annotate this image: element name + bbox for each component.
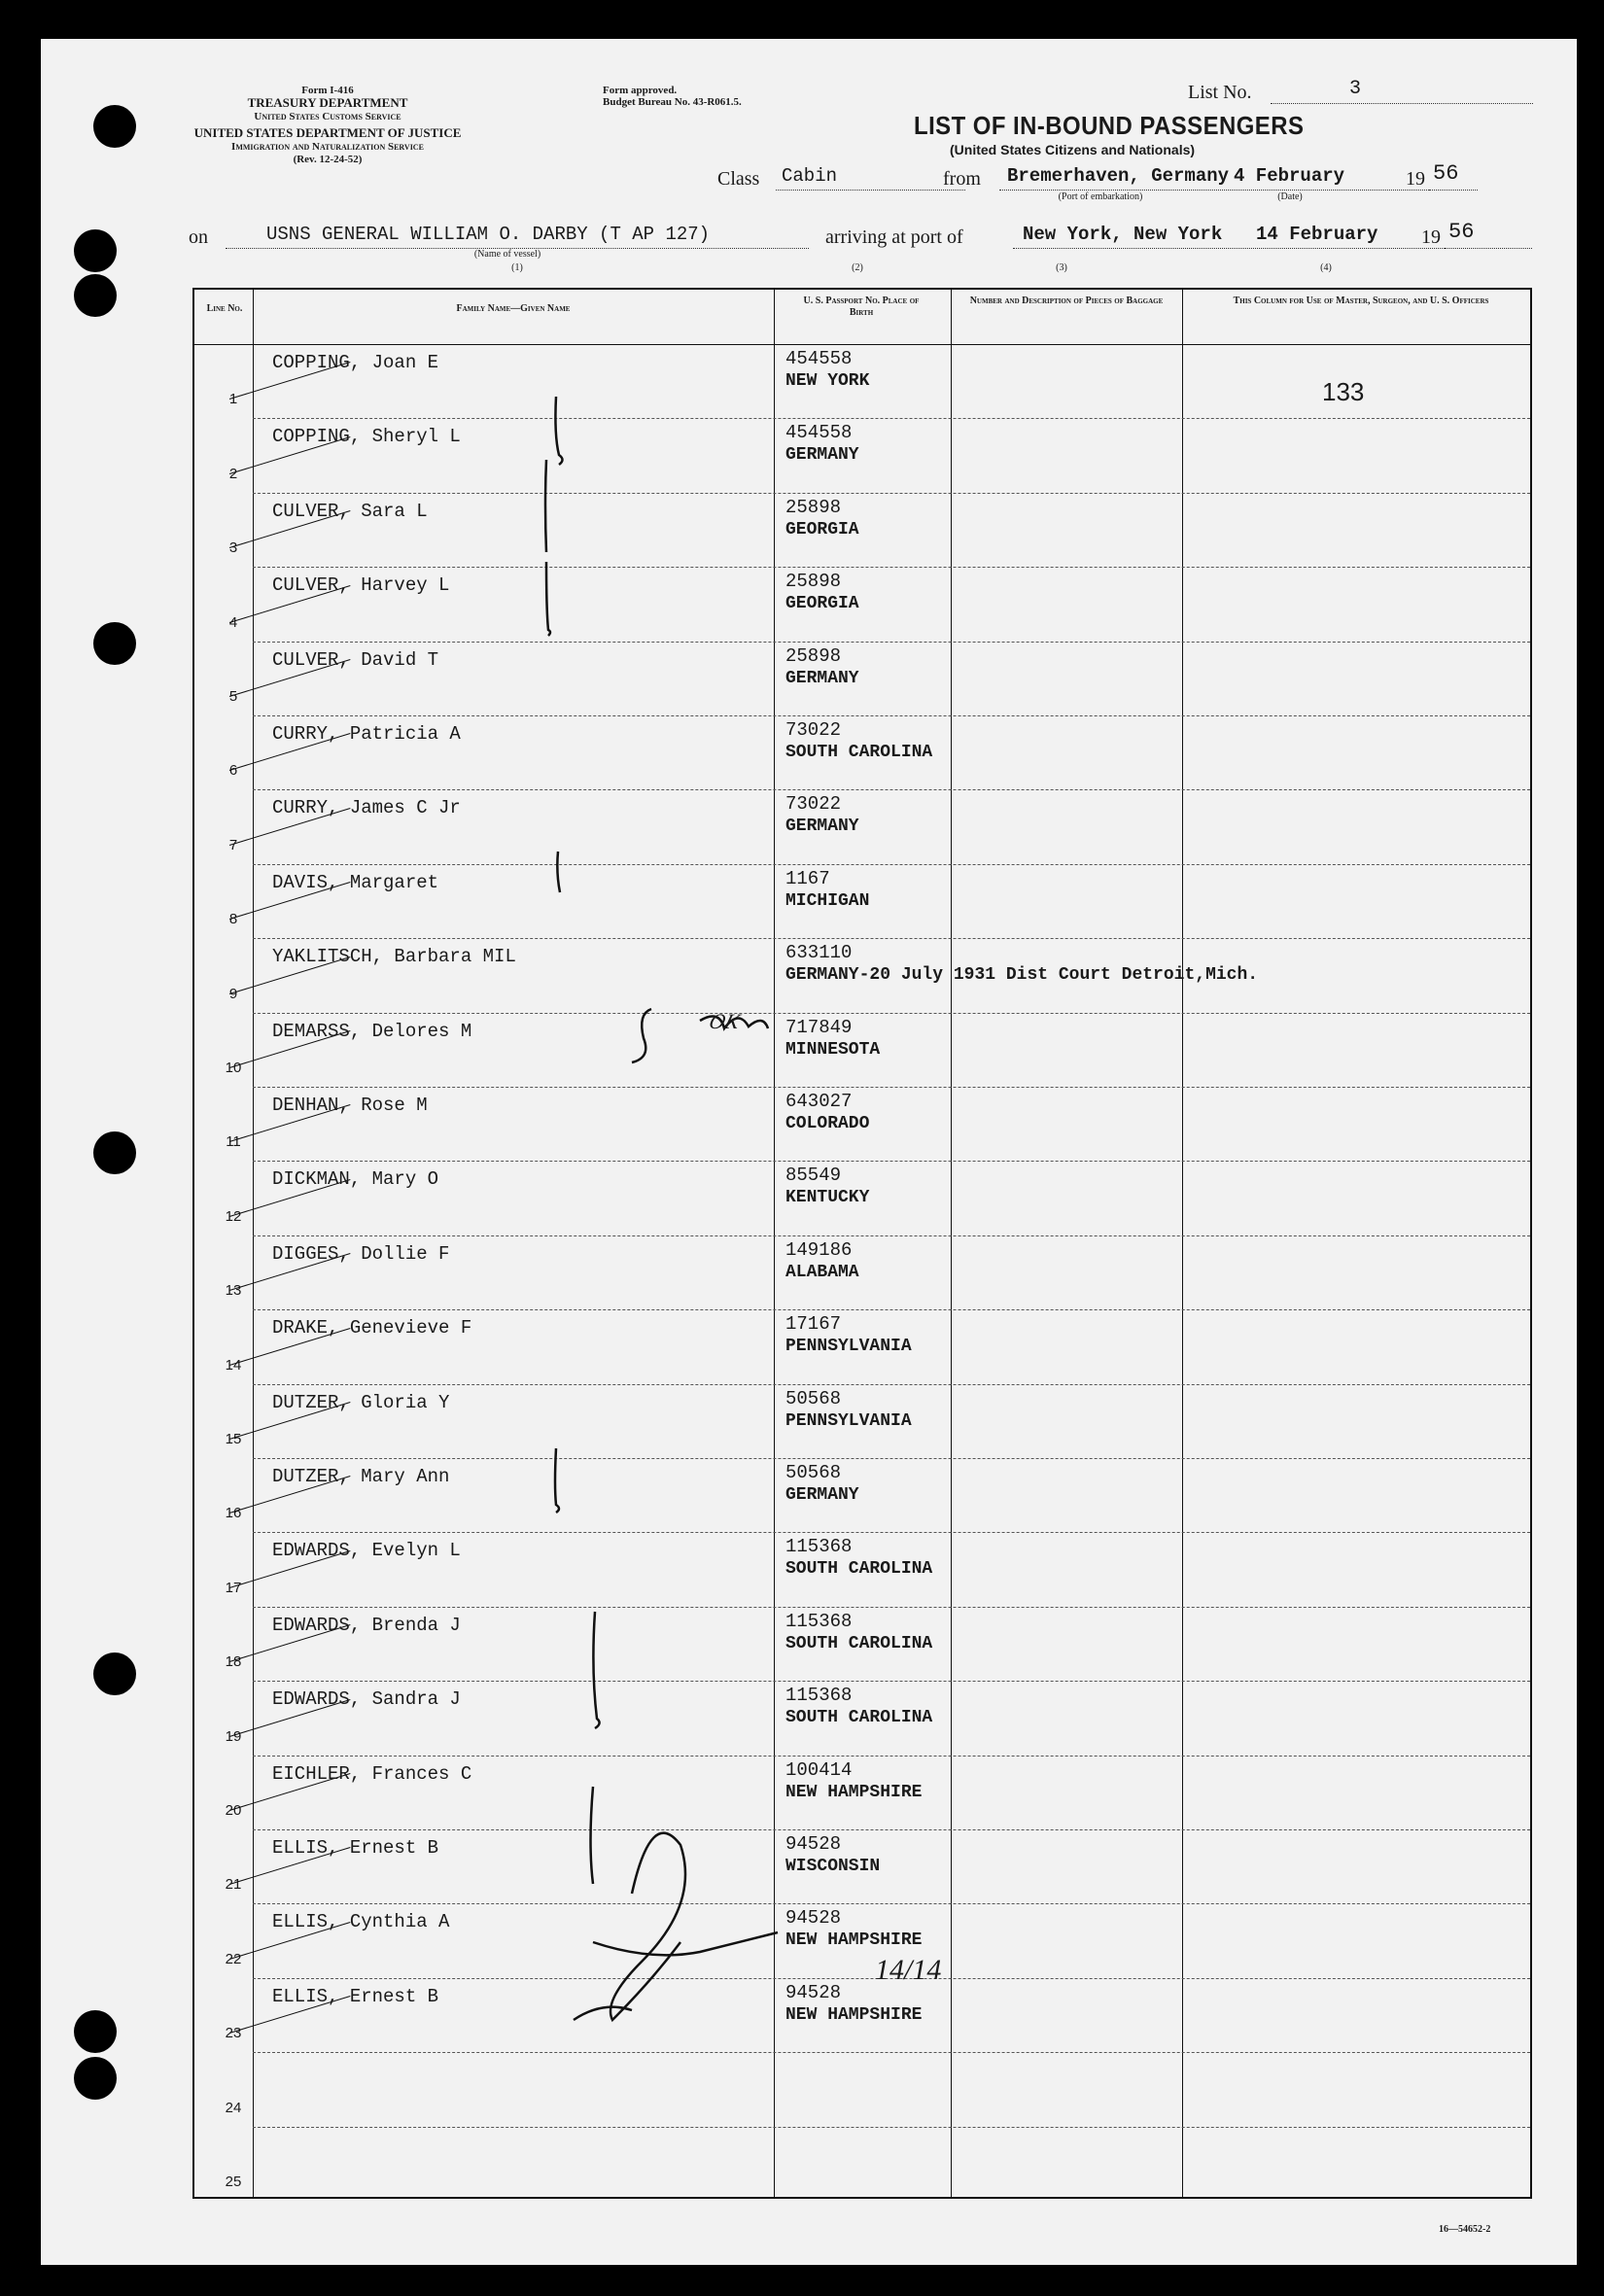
header-officers: This Column for Use of Master, Surgeon, and U. S. Officers	[1233, 296, 1489, 306]
header-passport: U. S. Passport No. Place of Birth	[803, 296, 920, 318]
header-baggage: Number and Description of Pieces of Baggage	[969, 296, 1164, 306]
list-no-label: List No.	[1188, 82, 1252, 103]
line-number: 21	[225, 1876, 242, 1894]
passport-number: 94528	[785, 1833, 842, 1855]
line-number: 20	[225, 1802, 242, 1819]
page-title: LIST OF IN-BOUND PASSENGERS	[914, 111, 1305, 140]
place-of-birth: GEORGIA	[785, 594, 859, 614]
manifest-page	[41, 39, 1577, 2265]
passenger-name: COPPING, Sheryl L	[272, 426, 461, 448]
passport-number: 115368	[785, 1685, 853, 1707]
from-label: from	[943, 168, 981, 190]
arrival-year: 56	[1448, 220, 1475, 244]
line-number: 1	[228, 391, 238, 408]
passenger-name: CULVER, Sara L	[272, 500, 428, 522]
place-of-birth: SOUTH CAROLINA	[785, 1633, 933, 1653]
arrival-year-line	[1445, 248, 1532, 249]
arrival-port: New York, New York	[1023, 224, 1223, 245]
header-name: Family Name—Given Name	[456, 303, 571, 314]
form-approved: Form approved.	[603, 85, 678, 96]
line-number: 7	[228, 836, 238, 853]
arrival-line	[1013, 248, 1447, 249]
place-of-birth: ALABAMA	[785, 1262, 859, 1282]
line-number: 17	[225, 1579, 242, 1596]
punch-hole	[74, 2010, 117, 2053]
embarkation-date: 4 February	[1234, 165, 1345, 187]
stamp-note: 14/14	[875, 1954, 942, 1986]
passenger-name: EDWARDS, Sandra J	[272, 1688, 461, 1711]
place-of-birth: NEW HAMPSHIRE	[785, 2004, 923, 2025]
line-number: 13	[225, 1282, 242, 1300]
passenger-name: DAVIS, Margaret	[272, 871, 439, 893]
list-no-line	[1271, 103, 1533, 104]
punch-hole	[74, 229, 117, 272]
passport-number: 454558	[785, 422, 853, 444]
passport-number: 633110	[785, 942, 853, 964]
passport-number: 25898	[785, 496, 842, 518]
class-value: Cabin	[782, 165, 838, 187]
place-of-birth: GERMANY	[785, 668, 859, 688]
passenger-name: DRAKE, Genevieve F	[272, 1317, 472, 1339]
passport-number: 454558	[785, 348, 853, 369]
place-of-birth: NEW HAMPSHIRE	[785, 1782, 923, 1802]
arrival-date: 14 February	[1256, 224, 1378, 245]
passenger-name: ELLIS, Ernest B	[272, 1985, 439, 2007]
punch-hole	[93, 1652, 136, 1695]
place-of-birth: SOUTH CAROLINA	[785, 743, 933, 762]
page-subtitle: (United States Citizens and Nationals)	[950, 142, 1196, 157]
place-of-birth: SOUTH CAROLINA	[785, 1559, 933, 1580]
passport-number: 115368	[785, 1536, 853, 1558]
place-of-birth: SOUTH CAROLINA	[785, 1708, 933, 1728]
line-number: 15	[225, 1431, 242, 1447]
line-number: 23	[225, 2025, 242, 2042]
passport-number: 25898	[785, 644, 842, 667]
embarkation-port: Bremerhaven, Germany	[1007, 165, 1230, 187]
line-number: 25	[225, 2174, 242, 2190]
line-number: 9	[228, 985, 238, 1002]
passenger-name: CURRY, Patricia A	[272, 723, 461, 745]
passenger-name: DICKMAN, Mary O	[272, 1168, 439, 1191]
line-number: 16	[225, 1505, 242, 1522]
place-of-birth: PENNSYLVANIA	[785, 1410, 912, 1431]
passenger-name: EDWARDS, Evelyn L	[272, 1540, 461, 1562]
passport-number: 73022	[785, 719, 842, 741]
punch-hole	[93, 105, 136, 148]
line-number: 12	[225, 1207, 242, 1225]
vessel-name: USNS GENERAL WILLIAM O. DARBY (T AP 127)	[266, 224, 711, 245]
place-of-birth: GERMANY-20 July 1931 Dist Court Detroit,Mich.	[785, 965, 1259, 986]
passenger-table	[192, 288, 1532, 2199]
place-of-birth: GERMANY	[785, 817, 859, 837]
col-number-4: (4)	[1320, 262, 1332, 273]
col-number-2: (2)	[852, 262, 863, 273]
date-caption: (Date)	[1277, 191, 1303, 202]
passport-number: 50568	[785, 1387, 842, 1409]
embark-year-prefix: 19	[1406, 168, 1425, 190]
ins-service: Immigration and Naturalization Service	[231, 141, 424, 153]
passport-number: 94528	[785, 1981, 842, 2003]
place-of-birth: NEW HAMPSHIRE	[785, 1931, 923, 1951]
passenger-name: COPPING, Joan E	[272, 352, 439, 373]
handwritten-brackets	[194, 290, 1534, 2201]
place-of-birth: GERMANY	[785, 1485, 859, 1505]
passport-number: 85549	[785, 1165, 842, 1187]
form-number: Form I-416	[301, 85, 354, 96]
embark-year-line	[1429, 190, 1478, 191]
list-no-value: 3	[1349, 78, 1362, 100]
line-number: 10	[225, 1060, 242, 1076]
passenger-name: DENHAN, Rose M	[272, 1095, 428, 1116]
passport-number: 25898	[785, 571, 842, 593]
embark-caption: (Port of embarkation)	[1058, 191, 1143, 202]
arrival-year-prefix: 19	[1421, 226, 1441, 248]
place-of-birth: MINNESOTA	[785, 1039, 881, 1060]
passenger-name: CULVER, David T	[272, 648, 439, 671]
place-of-birth: KENTUCKY	[785, 1188, 870, 1208]
line-number: 3	[228, 539, 238, 557]
passenger-name: DEMARSS, Delores M	[272, 1020, 472, 1042]
budget-bureau-number: Budget Bureau No. 43-R061.5.	[603, 96, 742, 108]
place-of-birth: GERMANY	[785, 445, 859, 466]
punch-hole	[93, 622, 136, 665]
passenger-name: ELLIS, Ernest B	[272, 1837, 439, 1859]
passport-number: 717849	[785, 1016, 853, 1038]
place-of-birth: WISCONSIN	[785, 1857, 881, 1876]
line-number: 19	[225, 1727, 242, 1745]
passenger-name: EICHLER, Frances C	[272, 1762, 472, 1785]
passport-number: 94528	[785, 1907, 842, 1930]
line-number: 14	[225, 1356, 242, 1374]
line-number: 22	[225, 1950, 242, 1967]
line-number: 18	[225, 1653, 242, 1671]
place-of-birth: GEORGIA	[785, 519, 859, 539]
header-line-no: Line No.	[206, 303, 243, 314]
punch-hole	[74, 2057, 117, 2100]
passenger-name: CURRY, James C Jr	[272, 797, 461, 819]
line-number: 2	[228, 465, 238, 482]
passenger-name: DUTZER, Mary Ann	[272, 1466, 450, 1487]
passport-number: 50568	[785, 1462, 842, 1483]
place-of-birth: COLORADO	[785, 1114, 870, 1133]
passport-number: 149186	[785, 1238, 853, 1261]
place-of-birth: NEW YORK	[785, 371, 870, 391]
passport-number: 100414	[785, 1758, 853, 1781]
passport-number: 17167	[785, 1313, 842, 1336]
line-number: 8	[228, 911, 238, 928]
embark-year: 56	[1433, 161, 1459, 186]
on-label: on	[189, 226, 208, 248]
arriving-label: arriving at port of	[825, 226, 963, 248]
vessel-caption: (Name of vessel)	[473, 249, 541, 260]
line-number: 4	[228, 613, 238, 631]
footer-code: 16—54652-2	[1439, 2224, 1491, 2235]
class-line	[776, 190, 965, 191]
handwritten-note: OK	[706, 1009, 744, 1033]
line-number: 6	[228, 762, 238, 780]
passport-number: 643027	[785, 1091, 853, 1112]
passenger-name: EDWARDS, Brenda J	[272, 1614, 461, 1636]
col-number-1: (1)	[511, 262, 523, 273]
customs-service: United States Customs Service	[254, 111, 401, 122]
form-revision: (Rev. 12-24-52)	[293, 154, 363, 165]
punch-hole	[93, 1131, 136, 1174]
department-of-justice: UNITED STATES DEPARTMENT OF JUSTICE	[193, 125, 462, 140]
passenger-name: DUTZER, Gloria Y	[272, 1391, 450, 1413]
passenger-name: CULVER, Harvey L	[272, 574, 450, 597]
place-of-birth: MICHIGAN	[785, 890, 870, 911]
treasury-department: TREASURY DEPARTMENT	[247, 95, 408, 110]
class-label: Class	[717, 168, 760, 190]
passenger-name: DIGGES, Dollie F	[272, 1242, 450, 1265]
col-number-3: (3)	[1056, 262, 1067, 273]
passenger-name: YAKLITSCH, Barbara MIL	[272, 946, 516, 968]
line-number: 24	[225, 2099, 242, 2116]
punch-hole	[74, 274, 117, 317]
officer-note: 133	[1322, 377, 1365, 406]
line-number: 5	[228, 688, 238, 705]
passport-number: 1167	[785, 867, 830, 889]
passport-number: 73022	[785, 793, 842, 816]
line-number: 11	[226, 1133, 241, 1151]
passenger-name: ELLIS, Cynthia A	[272, 1911, 450, 1933]
embarkation-line	[999, 190, 1447, 191]
place-of-birth: PENNSYLVANIA	[785, 1337, 912, 1357]
passport-number: 115368	[785, 1610, 853, 1632]
